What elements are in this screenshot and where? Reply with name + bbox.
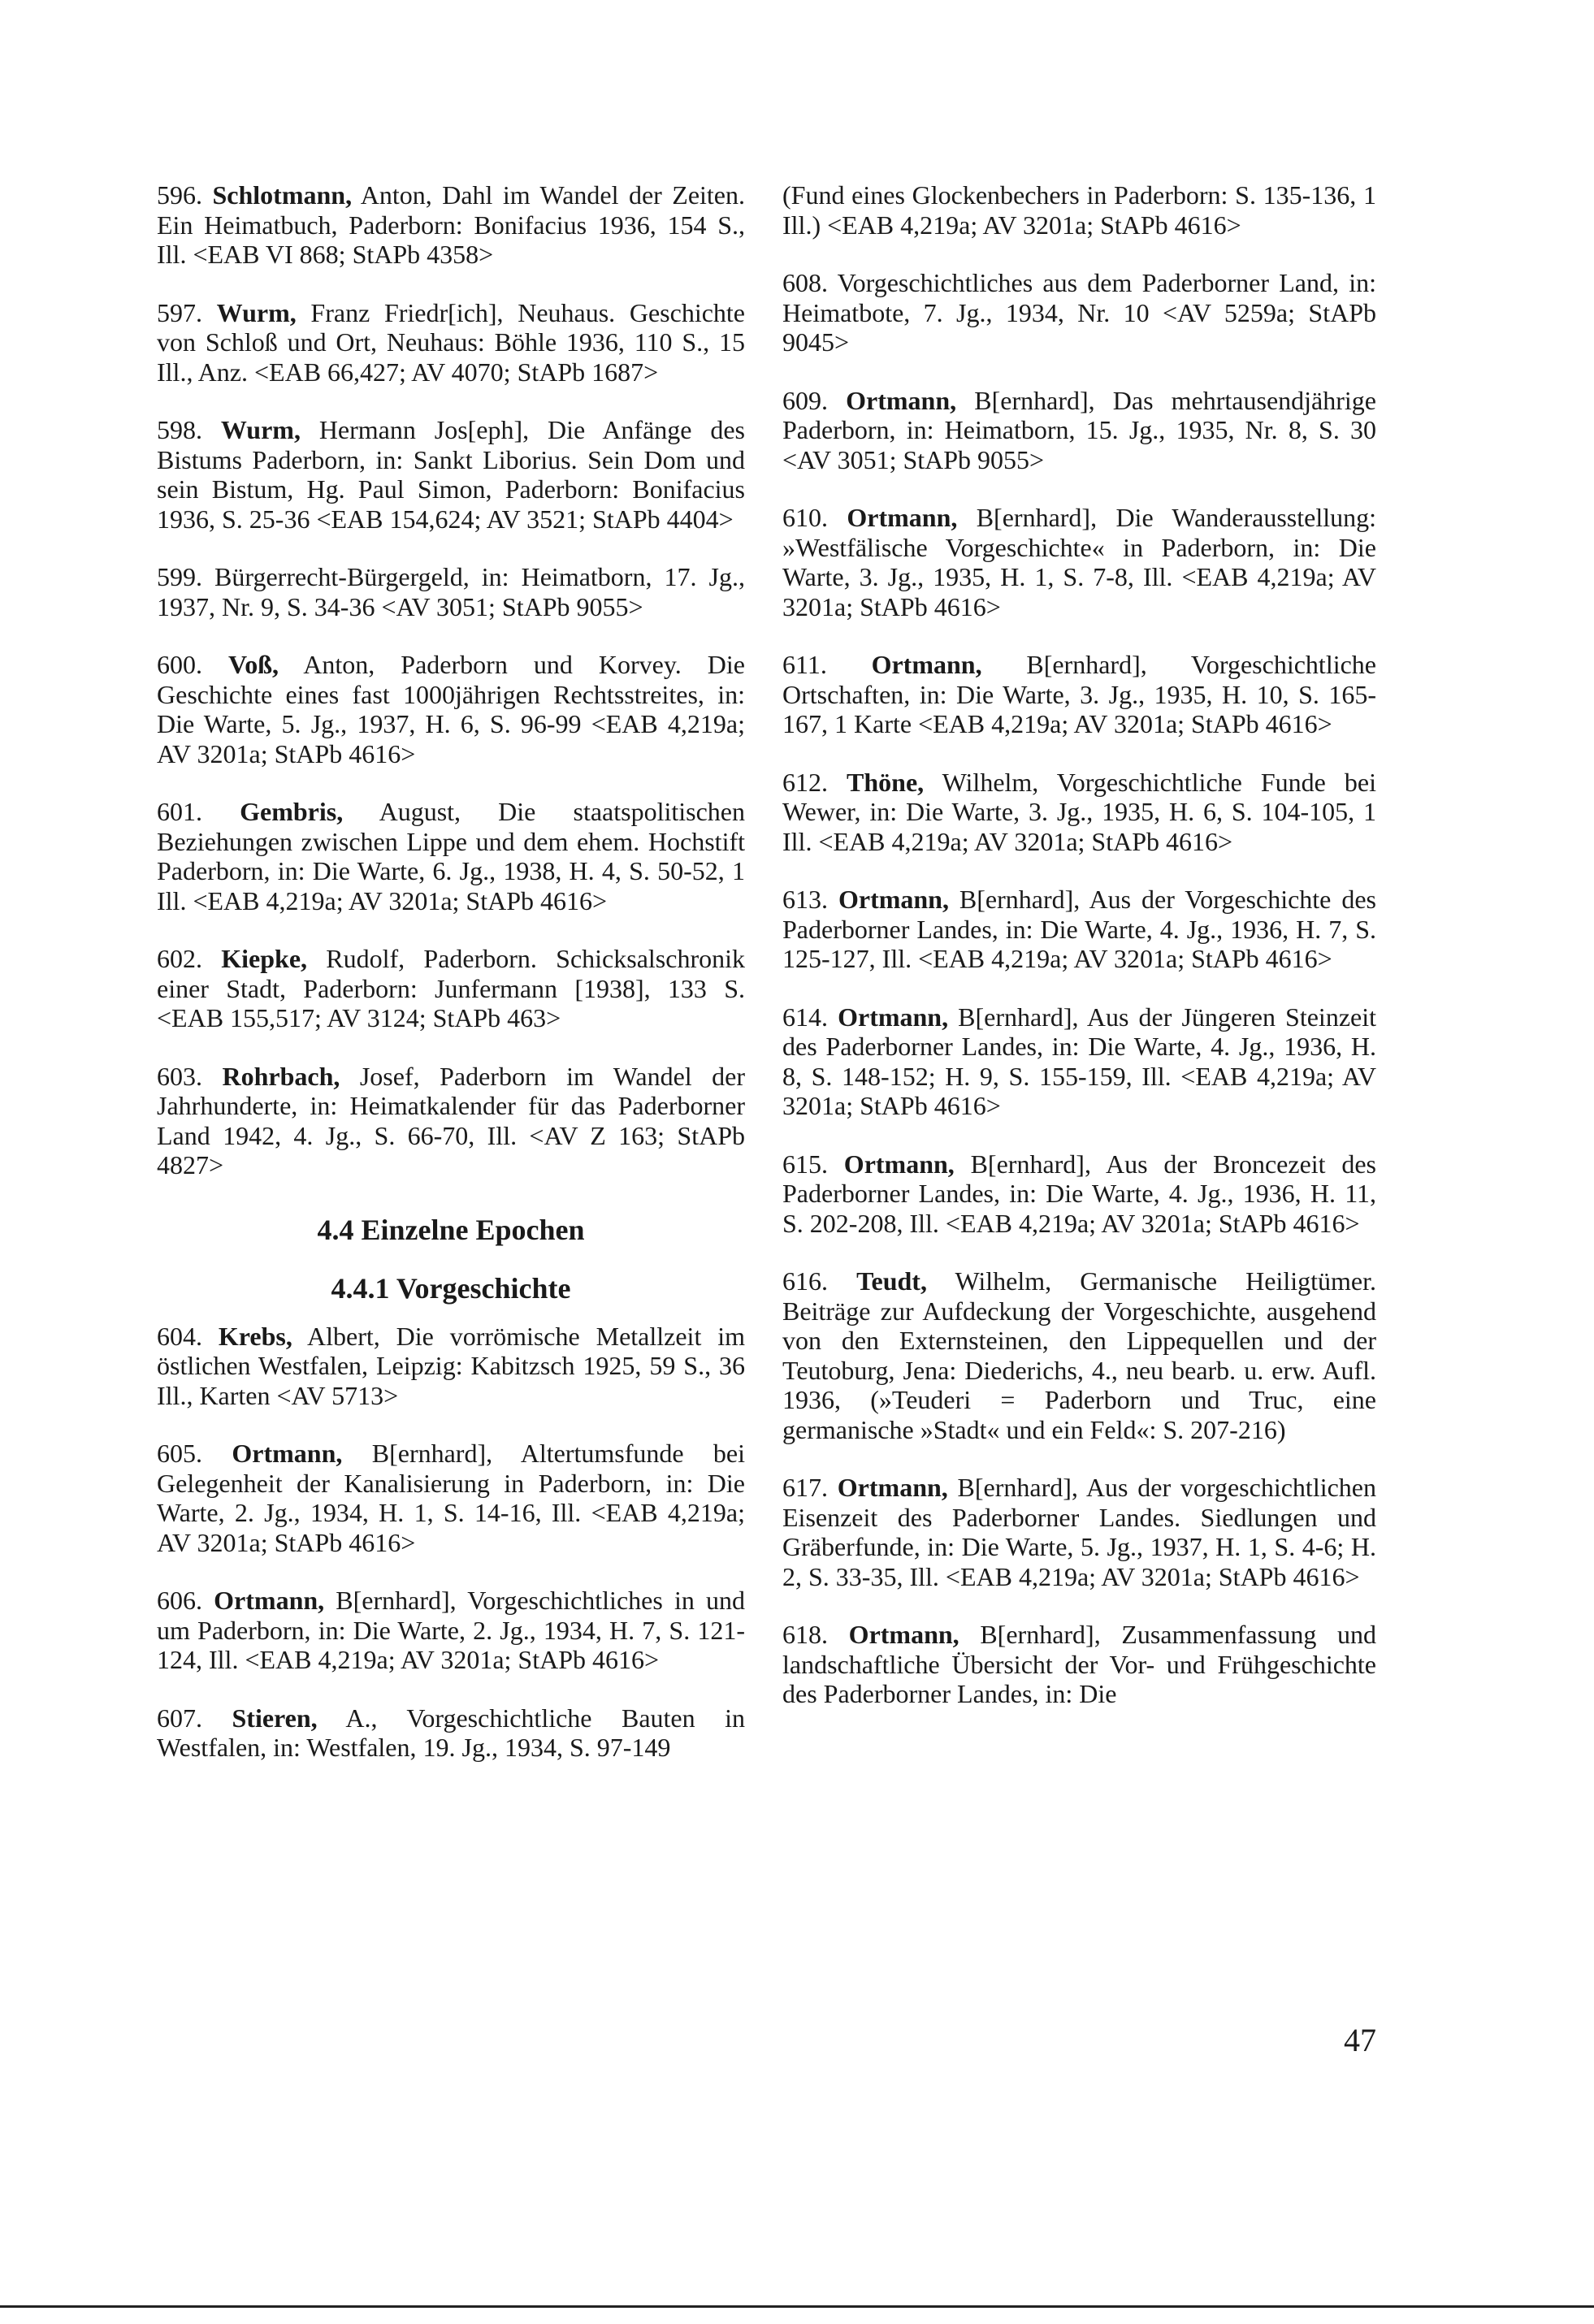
entry-number: 605.	[157, 1439, 202, 1468]
entry-text: B[ernhard], Altertumsfunde bei Gelegenheit der Kanalisierung in Paderborn, in: Die Warte, 2. Jg., 1934, H. 1, S. 14-16, Ill. <EAB 4,219a; AV 3201a; StAPb 4616>	[157, 1439, 746, 1557]
bibliography-entry	[157, 797, 745, 915]
entry-number: 609.	[782, 385, 828, 415]
entry-author: Wurm,	[216, 297, 297, 327]
entry-number: 617.	[782, 1473, 828, 1502]
entries-after-heading	[157, 1322, 745, 1763]
entry-author: Ortmann,	[848, 1620, 959, 1649]
bibliography-entry	[782, 503, 1376, 621]
entry-number: 598.	[157, 415, 202, 444]
bibliography-entry	[157, 1703, 745, 1763]
entry-number: 615.	[782, 1149, 828, 1179]
entry-text: Wilhelm, Germanische Heiligtümer. Beiträge zur Aufdeckung der Vorgeschichte, ausgehend von den Externsteinen, den Lippequellen und der Teutoburg, Jena: Diederichs, 4., neu bearb. u. erw. Aufl. 1936, (»Teuderi = Paderborn und Truc, eine germanische »Stadt« und ein Feld«: S. 207-216)	[782, 1266, 1377, 1444]
entry-number: 608.	[782, 268, 828, 297]
bibliography-entry	[782, 268, 1376, 357]
entry-author: Stieren,	[232, 1703, 318, 1733]
entry-author: Ortmann,	[837, 1473, 948, 1502]
entry-number: 603.	[157, 1061, 202, 1091]
left-column	[157, 180, 745, 1791]
entry-number: 599.	[157, 562, 202, 591]
entry-number: 618.	[782, 1620, 828, 1649]
entry-number: 600.	[157, 650, 202, 679]
bibliography-entry	[157, 562, 745, 621]
entry-number: 612.	[782, 767, 828, 797]
entry-author: Voß,	[228, 650, 279, 679]
section-heading: 4.4 Einzelne Epochen	[317, 1213, 585, 1246]
entry-text: Anton, Dahl im Wandel der Zeiten. Ein Heimatbuch, Paderborn: Bonifacius 1936, 154 S., Ill. <EAB VI 868; StAPb 4358>	[157, 180, 746, 269]
entry-text: B[ernhard], Aus der Jüngeren Steinzeit des Paderborner Landes, in: Die Warte, 4. Jg., 1936, H. 8, S. 148-152; H. 9, S. 155-159, Ill. <EAB 4,219a; AV 3201a; StAPb 4616>	[782, 1002, 1377, 1120]
bibliography-entry	[782, 1473, 1376, 1591]
entry-text: Rudolf, Paderborn. Schicksalschronik einer Stadt, Paderborn: Junfermann [1938], 133 S. <EAB 155,517; AV 3124; StAPb 463>	[157, 944, 746, 1032]
entry-text: B[ernhard], Aus der vorgeschichtlichen Eisenzeit des Paderborner Landes. Siedlungen und Gräberfunde, in: Die Warte, 5. Jg., 1937, H. 1, S. 4-6; H. 2, S. 33-35, Ill. <EAB 4,219a; AV 3201a; StAPb 4616>	[782, 1473, 1377, 1591]
entry-author: Ortmann,	[232, 1439, 343, 1468]
entry-author: Schlotmann,	[212, 180, 353, 210]
entry-author: Ortmann,	[847, 503, 958, 532]
entry-number: 616.	[782, 1266, 828, 1296]
entry-number: 611.	[782, 650, 827, 679]
entry-author: Rohrbach,	[222, 1061, 340, 1091]
entry-number: 610.	[782, 503, 828, 532]
bibliography-entry	[782, 768, 1376, 857]
bibliography-entry	[782, 1266, 1376, 1444]
bibliography-entry	[157, 1586, 745, 1675]
entry-text: A., Vorgeschichtliche Bauten in Westfalen, in: Westfalen, 19. Jg., 1934, S. 97-149	[157, 1703, 746, 1762]
bibliography-entry	[782, 1620, 1376, 1709]
entry-author: Ortmann,	[843, 1149, 955, 1179]
entry-text: August, Die staatspolitischen Beziehungen zwischen Lippe und dem ehem. Hochstift Paderborn, in: Die Warte, 6. Jg., 1938, H. 4, S. 50-52, 1 Ill. <EAB 4,219a; AV 3201a; StAPb 4616>	[157, 797, 745, 915]
entry-author: Teudt,	[856, 1266, 927, 1296]
entry-text: B[ernhard], Aus der Vorgeschichte des Paderborner Landes, in: Die Warte, 4. Jg., 1936, H. 7, S. 125-127, Ill. <EAB 4,219a; AV 3201a; StAPb 4616>	[782, 885, 1377, 973]
entry-text: Bürgerrecht-Bürgergeld, in: Heimatborn, 17. Jg., 1937, Nr. 9, S. 34-36 <AV 3051; StAPb 9055>	[157, 562, 745, 621]
entry-author: Ortmann,	[871, 650, 982, 679]
entry-author: Ortmann,	[846, 385, 957, 415]
entry-author: Ortmann,	[214, 1586, 325, 1615]
entry-text: B[ernhard], Vorgeschichtliches in und um Paderborn, in: Die Warte, 2. Jg., 1934, H. 7, S. 121-124, Ill. <EAB 4,219a; AV 3201a; StAPb 4616>	[157, 1586, 746, 1674]
entry-author: Ortmann,	[838, 1002, 949, 1032]
bibliography-entry	[782, 386, 1376, 475]
entry-author: Kiepke,	[221, 944, 308, 973]
entry-number: 596.	[157, 180, 202, 210]
right-column	[782, 180, 1376, 1738]
entry-number: 607.	[157, 1703, 202, 1733]
entry-number: 602.	[157, 944, 202, 973]
bibliography-entry	[157, 1439, 745, 1557]
bottom-rule	[0, 2305, 1594, 2308]
entry-text: B[ernhard], Aus der Broncezeit des Paderborner Landes, in: Die Warte, 4. Jg., 1936, H. 11, S. 202-208, Ill. <EAB 4,219a; AV 3201a; StAPb 4616>	[782, 1149, 1377, 1238]
bibliography-entry	[782, 1002, 1376, 1121]
bibliography-entry	[157, 944, 745, 1033]
bibliography-entry	[782, 650, 1376, 739]
entry-text: B[ernhard], Die Wanderausstellung: »Westfälische Vorgeschichte« in Paderborn, in: Die Warte, 3. Jg., 1935, H. 1, S. 7-8, Ill. <EAB 4,219a; AV 3201a; StAPb 4616>	[782, 503, 1377, 621]
entries-before-heading	[157, 180, 745, 1180]
entry-text: B[ernhard], Das mehrtausendjährige Paderborn, in: Heimatborn, 15. Jg., 1935, Nr. 8, S. 30 <AV 3051; StAPb 9055>	[782, 385, 1377, 474]
bibliography-entry	[157, 1062, 745, 1180]
entry-author: Wurm,	[220, 415, 301, 444]
bibliography-entry	[157, 415, 745, 534]
entry-text: Hermann Jos[eph], Die Anfänge des Bistums Paderborn, in: Sankt Liborius. Sein Dom und sein Bistum, Hg. Paul Simon, Paderborn: Bonifacius 1936, S. 25-36 <EAB 154,624; AV 3521; StAPb 4404>	[157, 415, 746, 534]
entry-author: Gembris,	[240, 797, 344, 826]
entry-text: Vorgeschichtliches aus dem Paderborner Land, in: Heimatbote, 7. Jg., 1934, Nr. 10 <AV 5259a; StAPb 9045>	[782, 268, 1376, 357]
entry-number: 601.	[157, 797, 202, 826]
entry-number: 613.	[782, 885, 828, 914]
entry-text: Albert, Die vorrömische Metallzeit im östlichen Westfalen, Leipzig: Kabitzsch 1925, 59 S., 36 Ill., Karten <AV 5713>	[157, 1321, 746, 1410]
entry-number: 597.	[157, 297, 202, 327]
subsection-heading: 4.4.1 Vorgeschichte	[331, 1271, 571, 1305]
entry-number: 614.	[782, 1002, 828, 1032]
entry-text: Wilhelm, Vorgeschichtliche Funde bei Wewer, in: Die Warte, 3. Jg., 1935, H. 6, S. 104-105, 1 Ill. <EAB 4,219a; AV 3201a; StAPb 4616>	[782, 767, 1377, 856]
page-number: 47	[1344, 2022, 1376, 2058]
bibliography-entry	[157, 650, 745, 768]
entry-text: B[ernhard], Vorgeschichtliche Ortschaften, in: Die Warte, 3. Jg., 1935, H. 10, S. 165-167, 1 Karte <EAB 4,219a; AV 3201a; StAPb 4616>	[782, 650, 1376, 738]
entry-number: 606.	[157, 1586, 202, 1615]
bibliography-entry	[157, 298, 745, 387]
entry-text: Josef, Paderborn im Wandel der Jahrhunderte, in: Heimatkalender für das Paderborner Land 1942, 4. Jg., S. 66-70, Ill. <AV Z 163; StAPb 4827>	[157, 1061, 745, 1179]
continuation-text: (Fund eines Glockenbechers in Paderborn: S. 135-136, 1 Ill.) <EAB 4,219a; AV 3201a; StAPb 4616>	[782, 180, 1376, 240]
entry-author: Krebs,	[218, 1321, 292, 1351]
entry-author: Thöne,	[847, 767, 925, 797]
entry-text: Franz Friedr[ich], Neuhaus. Geschichte von Schloß und Ort, Neuhaus: Böhle 1936, 110 S., 15 Ill., Anz. <EAB 66,427; AV 4070; StAPb 1687>	[157, 297, 746, 387]
entry-text: Anton, Paderborn und Korvey. Die Geschichte eines fast 1000jährigen Rechtsstreites, in: Die Warte, 5. Jg., 1937, H. 6, S. 96-99 <EAB 4,219a; AV 3201a; StAPb 4616>	[157, 650, 745, 768]
bibliography-entry	[782, 1149, 1376, 1239]
entry-number: 604.	[157, 1321, 202, 1351]
bibliography-entry	[157, 1322, 745, 1411]
entry-text: B[ernhard], Zusammenfassung und landschaftliche Übersicht der Vor- und Frühgeschichte des Paderborner Landes, in: Die	[782, 1620, 1377, 1708]
bibliography-entry	[157, 180, 745, 270]
bibliography-entry	[782, 885, 1376, 974]
entry-author: Ortmann,	[838, 885, 949, 914]
